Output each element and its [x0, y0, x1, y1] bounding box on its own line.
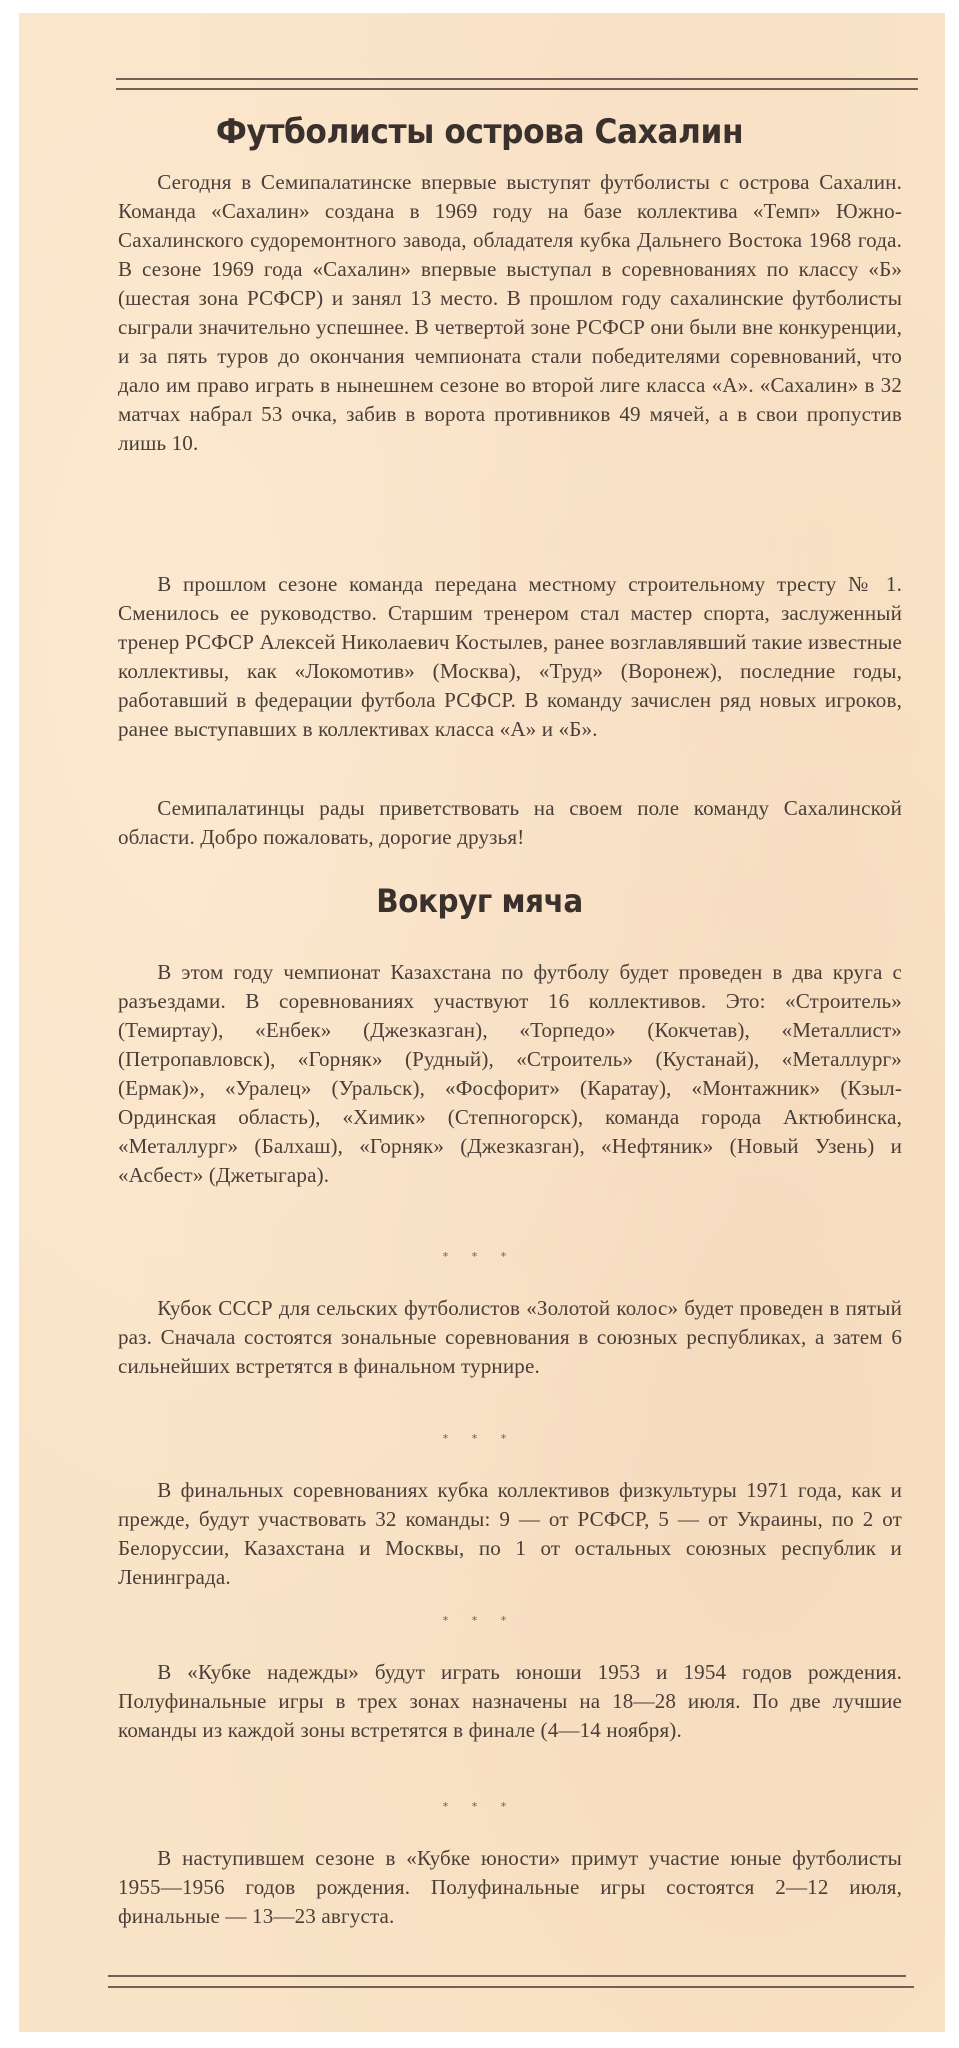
article-1-paragraph-2: В прошлом сезоне команда передана местному строительному тресту № 1. Сменилось ее руководство. Старшим тренером стал мастер спорта, заслуженный тренер РСФСР Алексей Николаевич Костылев, ранее возглавлявший такие известные коллективы, как «Локомотив» (Москва), «Труд» (Воронеж), последние годы, работавший в федерации футбола РСФСР. В команду зачислен ряд новых игроков, ранее выступавших в коллективах класса «А» и «Б».: [118, 572, 902, 741]
separator-stars-1: * * *: [442, 1250, 517, 1263]
article-title-sakhalin: Футболисты острова Сахалин: [215, 112, 744, 152]
article-title-around-the-ball: Вокруг мяча: [376, 882, 583, 920]
top-rule-lower: [116, 88, 918, 90]
separator-stars-4: * * *: [442, 1800, 517, 1813]
bottom-rule-upper: [108, 1975, 906, 1977]
article-1-paragraph-1: Сегодня в Семипалатинске впервые выступят футболисты с острова Сахалин. Команда «Сахалин» создана в 1969 году на базе коллектива «Темп» Южно-Сахалинского судоремонтного завода, обладателя кубка Дальнего Востока 1968 года. В сезоне 1969 года «Сахалин» впервые выступал в соревнованиях по классу «Б» (шестая зона РСФСР) и занял 13 место. В прошлом году сахалинские футболисты сыграли значительно успешнее. В четвертой зоне РСФСР они были вне конкуренции, и за пять туров до окончания чемпионата стали победителями соревнований, что дало им право играть в нынешнем сезоне во второй лиге класса «А». «Сахалин» в 32 матчах набрал 53 очка, забив в ворота противников 49 мячей, а в свои пропустив лишь 10.: [118, 170, 902, 455]
article-1-paragraph-3: Семипалатинцы рады приветствовать на своем поле команду Сахалинской области. Добро пожаловать, дорогие друзья!: [118, 796, 902, 849]
separator-stars-3: * * *: [442, 1614, 517, 1627]
news-item-1: В этом году чемпионат Казахстана по футболу будет проведен в два круга с разъездами. В соревнованиях участвуют 16 коллективов. Это: «Строитель» (Темиртау), «Енбек» (Джезказган), «Торпедо» (Кокчетав), «Металлист» (Петропавловск), «Горняк» (Рудный), «Строитель» (Кустанай), «Металлург» (Ермак)», «Уралец» (Уральск), «Фосфорит» (Каратау), «Монтажник» (Кзыл-Ординская область), «Химик» (Степногорск), команда города Актюбинска, «Металлург» (Балхаш), «Горняк» (Джезказган), «Нефтяник» (Новый Узень) и «Асбест» (Джетыгара).: [118, 960, 902, 1187]
separator-stars-2: * * *: [442, 1432, 517, 1445]
top-rule-upper: [116, 78, 918, 80]
news-item-2: Кубок СССР для сельских футболистов «Золотой колос» будет проведен в пятый раз. Сначала состоятся зональные соревнования в союзных республиках, а затем 6 сильнейших встретятся в финальном турнире.: [118, 1296, 902, 1378]
news-item-4: В «Кубке надежды» будут играть юноши 1953 и 1954 годов рождения. Полуфинальные игры в трех зонах назначены на 18—28 июля. По две лучшие команды из каждой зоны встретятся в финале (4—14 ноября).: [118, 1660, 902, 1742]
news-item-3: В финальных соревнованиях кубка коллективов физкультуры 1971 года, как и прежде, будут участвовать 32 команды: 9 — от РСФСР, 5 — от Украины, по 2 от Белоруссии, Казахстана и Москвы, по 1 от остальных союзных республик и Ленинграда.: [118, 1478, 902, 1589]
news-item-5: В наступившем сезоне в «Кубке юности» примут участие юные футболисты 1955—1956 годов рождения. Полуфинальные игры состоятся 2—12 июля, финальные — 13—23 августа.: [118, 1846, 902, 1928]
bottom-rule-lower: [108, 1986, 914, 1988]
